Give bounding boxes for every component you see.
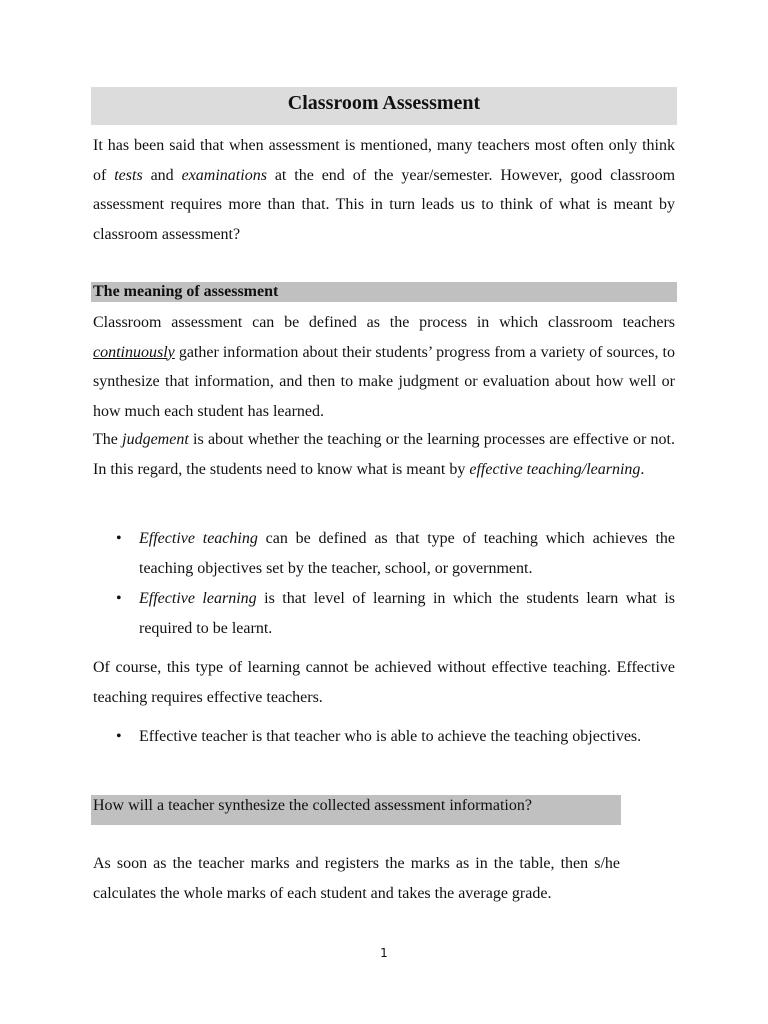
- judgement-paragraph: [93, 425, 675, 484]
- definition-text-2: gather information about their students’ progress from a variety of sources, to synthesize that information, and then to make judgment or evaluation about how well or how much each student has learned.: [93, 343, 675, 420]
- definition-paragraph: [93, 308, 675, 426]
- judgement-text-1: The: [93, 431, 123, 448]
- intro-italic-examinations: examinations: [181, 166, 267, 184]
- judgement-italic-2: effective teaching/learning: [469, 460, 641, 478]
- definition-text-1: Classroom assessment can be defined as the process in which classroom teachers: [93, 314, 675, 331]
- page-number: 1: [380, 946, 388, 960]
- judgement-italic: judgement: [122, 431, 189, 448]
- section-heading-meaning: The meaning of assessment: [91, 282, 677, 302]
- list-item-text: [139, 524, 675, 583]
- title-banner: [91, 87, 677, 125]
- page-title: Classroom Assessment: [287, 92, 481, 114]
- list-item-text: Effective teacher is that teacher who is able to achieve the teaching objectives.: [139, 728, 642, 745]
- list-item-body: can be defined as that type of teaching which achieves the teaching objectives set by the teacher, school, or government.: [139, 530, 675, 577]
- list-item: [116, 584, 675, 643]
- intro-italic-tests: tests: [114, 166, 143, 184]
- list-item-body: is that level of learning in which the students learn what is required to be learnt.: [139, 590, 676, 637]
- list-item-text: [139, 584, 675, 643]
- intro-paragraph: [93, 131, 675, 249]
- intro-text-1: It has been said that when assessment is mentioned, many teachers most often only think of: [93, 137, 675, 184]
- list-item-italic: Effective teaching: [139, 530, 258, 547]
- list-item: [116, 524, 675, 583]
- bullet-icon: •: [116, 530, 122, 547]
- definition-underlined-word: continuously: [93, 343, 175, 361]
- bullet-icon: •: [116, 590, 122, 607]
- synthesize-paragraph: As soon as the teacher marks and registers the marks as in the table, then s/he calculates the whole marks of each student and takes the average grade.: [93, 855, 620, 902]
- judgement-text-2: is about whether the teaching or the learning processes are effective or not. In this regard, the students need to know what is meant by: [93, 431, 675, 478]
- judgement-text-3: .: [640, 460, 645, 478]
- intro-text-3: at the end of the year/semester. However, good classroom assessment requires more than that. This in turn leads us to think of what is meant by classroom assessment?: [93, 166, 676, 243]
- section-heading-synthesize: How will a teacher synthesize the collected assessment information?: [91, 795, 621, 825]
- list-item: [116, 722, 675, 752]
- bullet-icon: •: [116, 728, 122, 745]
- effective-teaching-paragraph: Of course, this type of learning cannot be achieved without effective teaching. Effective teaching requires effective teachers.: [93, 659, 675, 706]
- intro-text-2: and: [142, 166, 182, 184]
- list-item-italic: Effective learning: [139, 590, 257, 607]
